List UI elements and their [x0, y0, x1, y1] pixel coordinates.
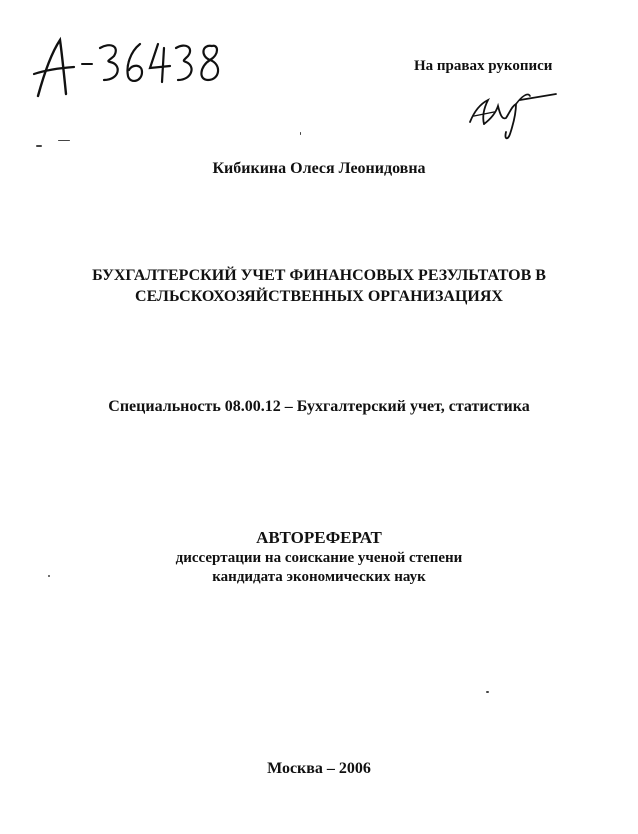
scan-speck [486, 691, 489, 693]
degree-line-1: диссертации на соискание ученой степени [175, 550, 463, 566]
title-line-2: СЕЛЬСКОХОЗЯЙСТВЕННЫХ ОРГАНИЗАЦИЯХ [135, 288, 503, 305]
degree-line-2: кандидата экономических наук [212, 569, 426, 585]
signature [460, 82, 560, 144]
author-name: Кибикина Олеся Леонидовна [212, 160, 426, 177]
document-type: АВТОРЕФЕРАТ [256, 528, 382, 547]
handwritten-archive-code [30, 34, 230, 104]
degree-description [0, 549, 638, 587]
dissertation-title [0, 265, 638, 307]
scan-speck [58, 140, 70, 141]
specialty-line: Специальность 08.00.12 – Бухгалтерский учет, статистика [108, 398, 530, 415]
scan-speck [300, 132, 301, 135]
city-year: Москва – 2006 [267, 760, 371, 777]
title-line-1: БУХГАЛТЕРСКИЙ УЧЕТ ФИНАНСОВЫХ РЕЗУЛЬТАТОВ В [92, 267, 546, 284]
scan-speck [48, 575, 50, 577]
rights-note: На правах рукописи [414, 58, 553, 74]
scan-speck [36, 145, 42, 147]
